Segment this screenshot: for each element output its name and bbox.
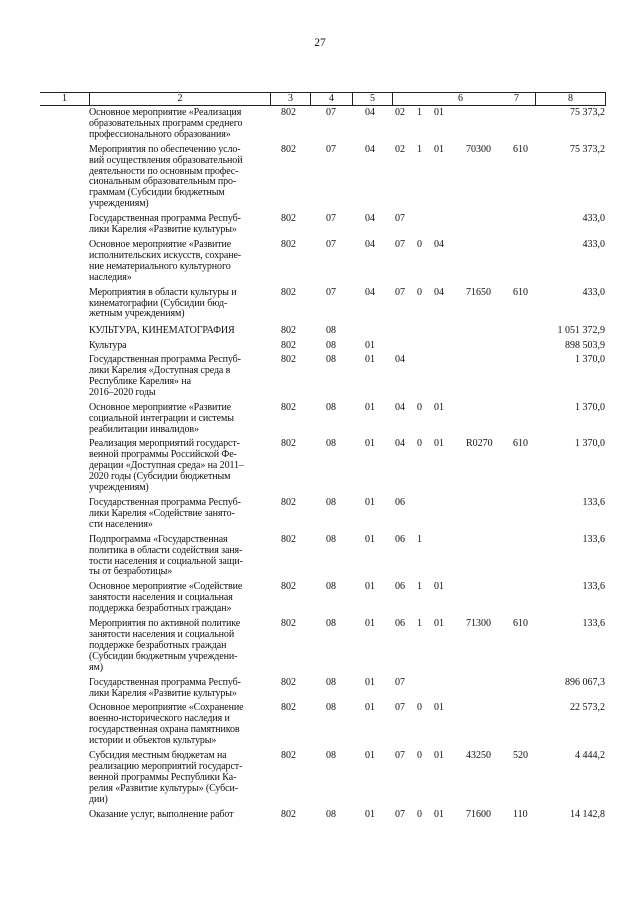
header-col-5: 5 xyxy=(352,93,392,105)
table-row xyxy=(40,341,606,352)
col-6-subprogram: 1 xyxy=(417,581,422,593)
col-6-subprogram: 0 xyxy=(417,808,422,820)
header-col-1: 1 xyxy=(62,93,67,104)
table-row xyxy=(40,582,606,615)
col-8-amount: 1 370,0 xyxy=(575,401,605,413)
col-3-code: 802 xyxy=(281,750,296,762)
row-name: Основное мероприятие «Реализация образовательных программ среднего профессионального образования» xyxy=(89,107,243,140)
col-7-expense-type: 610 xyxy=(513,438,528,450)
col-6-program: 02 xyxy=(395,143,405,155)
row-name: Мероприятия по активной политике занятости населения и социальной поддержке безработных граждан (Субсидии бюджетным учреждени- ям) xyxy=(89,618,241,673)
col-6-program: 06 xyxy=(395,618,405,630)
col-3-code: 802 xyxy=(281,438,296,450)
row-name: Основное мероприятие «Содействие занятости населения и социальная поддержка безработных граждан» xyxy=(89,581,243,615)
table-row xyxy=(40,619,606,674)
header-col-4: 4 xyxy=(310,93,352,105)
col-6-activity: 04 xyxy=(434,286,444,298)
col-6-subprogram: 0 xyxy=(417,286,422,298)
col-6-subprogram: 0 xyxy=(417,438,422,450)
col-3-code: 802 xyxy=(281,401,296,413)
row-name: Государственная программа Респуб- лики Карелия «Доступная среда в Республике Карелия» на 2016–2020 годы xyxy=(89,354,241,398)
col-8-amount: 133,6 xyxy=(582,618,605,630)
table-row xyxy=(40,810,606,821)
col-4-section: 07 xyxy=(326,107,336,118)
col-4-section: 08 xyxy=(326,438,336,450)
col-4-section: 07 xyxy=(326,238,336,250)
col-6-program: 07 xyxy=(395,702,405,714)
col-5-subsection: 01 xyxy=(365,618,375,630)
row-name: Основное мероприятие «Развитие исполнительских искусств, сохране- ние нематериального культурного наследия» xyxy=(89,238,242,283)
col-6-activity: 01 xyxy=(434,581,444,593)
col-5-subsection: 01 xyxy=(365,808,375,820)
col-5-subsection: 01 xyxy=(365,750,375,762)
col-6-program: 04 xyxy=(395,354,405,366)
table-row xyxy=(40,108,606,141)
col-4-section: 08 xyxy=(326,618,336,630)
col-6-direction: 71600 xyxy=(466,808,491,820)
col-6-subprogram: 1 xyxy=(417,618,422,630)
col-6-activity: 01 xyxy=(434,808,444,820)
col-5-subsection: 01 xyxy=(365,354,375,366)
col-6-direction: 71650 xyxy=(466,286,491,298)
col-8-amount: 1 051 372,9 xyxy=(557,325,605,337)
col-7-expense-type: 610 xyxy=(513,143,528,155)
row-name: Государственная программа Респуб- лики Карелия «Развитие культуры» xyxy=(89,213,241,236)
col-6-program: 06 xyxy=(395,533,405,545)
col-6-program: 07 xyxy=(395,213,405,225)
col-5-subsection: 01 xyxy=(365,676,375,688)
col-4-section: 08 xyxy=(326,750,336,762)
col-4-section: 08 xyxy=(326,702,336,714)
col-5-subsection: 01 xyxy=(365,340,375,352)
col-3-code: 802 xyxy=(281,676,296,688)
col-5-subsection: 04 xyxy=(365,213,375,225)
table-row xyxy=(40,240,606,284)
col-3-code: 802 xyxy=(281,286,296,298)
col-6-activity: 01 xyxy=(434,618,444,630)
col-6-direction: 43250 xyxy=(466,750,491,762)
table-row xyxy=(40,326,606,337)
col-4-section: 08 xyxy=(326,676,336,688)
col-4-section: 08 xyxy=(326,325,336,337)
col-6-program: 02 xyxy=(395,107,405,118)
col-6-subprogram: 0 xyxy=(417,702,422,714)
col-5-subsection: 01 xyxy=(365,533,375,545)
col-3-code: 802 xyxy=(281,325,296,337)
col-6-activity: 01 xyxy=(434,107,444,118)
table-row xyxy=(40,288,606,321)
col-6-program: 07 xyxy=(395,808,405,820)
row-name: Государственная программа Респуб- лики Карелия «Содействие занято- сти населения» xyxy=(89,497,241,530)
col-6-subprogram: 0 xyxy=(417,401,422,413)
table-row xyxy=(40,703,606,747)
col-3-code: 802 xyxy=(281,808,296,820)
table-row xyxy=(40,678,606,700)
header-col-3: 3 xyxy=(270,93,310,105)
col-3-code: 802 xyxy=(281,238,296,250)
col-6-program: 07 xyxy=(395,676,405,688)
col-3-code: 802 xyxy=(281,533,296,545)
col-6-activity: 01 xyxy=(434,702,444,714)
col-6-activity: 01 xyxy=(434,401,444,413)
row-name: Мероприятия в области культуры и кинематографии (Субсидии бюд- жетным учреждениям) xyxy=(89,286,237,320)
col-6-activity: 01 xyxy=(434,143,444,155)
col-3-code: 802 xyxy=(281,618,296,630)
col-5-subsection: 04 xyxy=(365,143,375,155)
row-name: Реализация мероприятий государст- венной программы Российской Фе- дерации «Доступная среда» на 2011– 2020 годы (Субсидии бюджетным учреждениям) xyxy=(89,438,244,494)
col-8-amount: 75 373,2 xyxy=(570,143,605,155)
col-5-subsection: 01 xyxy=(365,581,375,593)
col-8-amount: 133,6 xyxy=(582,581,605,593)
col-4-section: 08 xyxy=(326,581,336,593)
col-8-amount: 22 573,2 xyxy=(570,702,605,714)
table-header-row xyxy=(40,93,606,106)
col-5-subsection: 04 xyxy=(365,286,375,298)
col-6-program: 06 xyxy=(395,581,405,593)
col-3-code: 802 xyxy=(281,581,296,593)
col-4-section: 08 xyxy=(326,533,336,545)
table-row xyxy=(40,403,606,436)
col-8-amount: 4 444,2 xyxy=(575,750,605,762)
header-col-8: 8 xyxy=(535,93,606,105)
header-col-7: 7 xyxy=(514,93,519,104)
col-8-amount: 1 370,0 xyxy=(575,438,605,450)
col-8-amount: 75 373,2 xyxy=(570,107,605,118)
col-6-program: 04 xyxy=(395,438,405,450)
col-4-section: 08 xyxy=(326,354,336,366)
col-6-program: 06 xyxy=(395,497,405,508)
row-name: Основное мероприятие «Развитие социальной интеграции и системы реабилитации инвалидов» xyxy=(89,401,234,435)
col-5-subsection: 04 xyxy=(365,107,375,118)
row-name: Мероприятия по обеспечению усло- вий осуществления образовательной деятельности по основным профес- сиональным образовательным про- граммам (Субсидии бюджетным учреждениям) xyxy=(89,143,243,210)
table-row xyxy=(40,355,606,399)
col-7-expense-type: 610 xyxy=(513,286,528,298)
col-6-direction: R0270 xyxy=(466,438,493,450)
row-name: Подпрограмма «Государственная политика в области содействия заня- тости населения и социальной защи- ты от безработицы» xyxy=(89,533,243,578)
col-7-expense-type: 110 xyxy=(513,808,528,820)
col-3-code: 802 xyxy=(281,497,296,508)
col-7-expense-type: 520 xyxy=(513,750,528,762)
col-4-section: 08 xyxy=(326,808,336,820)
table-row xyxy=(40,214,606,236)
table-row xyxy=(40,439,606,494)
col-6-subprogram: 1 xyxy=(417,107,422,118)
table-row xyxy=(40,751,606,806)
col-4-section: 07 xyxy=(326,286,336,298)
col-3-code: 802 xyxy=(281,702,296,714)
col-3-code: 802 xyxy=(281,107,296,118)
col-8-amount: 133,6 xyxy=(582,533,605,545)
col-5-subsection: 04 xyxy=(365,238,375,250)
budget-table xyxy=(40,92,606,820)
col-5-subsection: 01 xyxy=(365,702,375,714)
col-8-amount: 14 142,8 xyxy=(570,808,605,820)
col-3-code: 802 xyxy=(281,340,296,352)
col-8-amount: 896 067,3 xyxy=(565,676,605,688)
col-6-subprogram: 1 xyxy=(417,143,422,155)
col-5-subsection: 01 xyxy=(365,438,375,450)
table-row xyxy=(40,498,606,531)
col-6-program: 04 xyxy=(395,401,405,413)
table-row xyxy=(40,535,606,579)
col-6-direction: 70300 xyxy=(466,143,491,155)
col-5-subsection: 01 xyxy=(365,497,375,508)
col-6-subprogram: 0 xyxy=(417,238,422,250)
row-name: КУЛЬТУРА, КИНЕМАТОГРАФИЯ xyxy=(89,325,235,337)
row-name: Субсидия местным бюджетам на реализацию мероприятий государст- венной программы Республики Ка- релия «Развитие культуры» (Субси- дии) xyxy=(89,750,243,805)
col-8-amount: 898 503,9 xyxy=(565,340,605,352)
row-name: Культура xyxy=(89,340,127,352)
col-6-subprogram: 1 xyxy=(417,533,422,545)
row-name: Оказание услуг, выполнение работ xyxy=(89,808,234,820)
header-col-2: 2 xyxy=(89,93,270,105)
col-8-amount: 133,6 xyxy=(582,497,605,508)
col-6-activity: 01 xyxy=(434,438,444,450)
col-3-code: 802 xyxy=(281,213,296,225)
col-6-activity: 01 xyxy=(434,750,444,762)
col-6-program: 07 xyxy=(395,286,405,298)
col-4-section: 07 xyxy=(326,213,336,225)
col-6-program: 07 xyxy=(395,750,405,762)
row-name: Государственная программа Респуб- лики Карелия «Развитие культуры» xyxy=(89,676,241,699)
col-4-section: 08 xyxy=(326,340,336,352)
col-5-subsection: 01 xyxy=(365,401,375,413)
col-8-amount: 433,0 xyxy=(582,286,605,298)
row-name: Основное мероприятие «Сохранение военно-исторического наследия и государственная охрана памятников истории и объектов культуры» xyxy=(89,702,244,747)
col-4-section: 07 xyxy=(326,143,336,155)
table-body xyxy=(40,108,606,820)
col-4-section: 08 xyxy=(326,497,336,508)
table-row xyxy=(40,145,606,210)
col-8-amount: 433,0 xyxy=(582,238,605,250)
col-7-expense-type: 610 xyxy=(513,618,528,630)
col-6-program: 07 xyxy=(395,238,405,250)
col-6-activity: 04 xyxy=(434,238,444,250)
col-6-subprogram: 0 xyxy=(417,750,422,762)
col-3-code: 802 xyxy=(281,143,296,155)
col-6-direction: 71300 xyxy=(466,618,491,630)
col-8-amount: 433,0 xyxy=(582,213,605,225)
col-8-amount: 1 370,0 xyxy=(575,354,605,366)
header-col-6: 6 xyxy=(392,93,528,105)
col-3-code: 802 xyxy=(281,354,296,366)
col-4-section: 08 xyxy=(326,401,336,413)
page-number: 27 xyxy=(314,37,326,49)
